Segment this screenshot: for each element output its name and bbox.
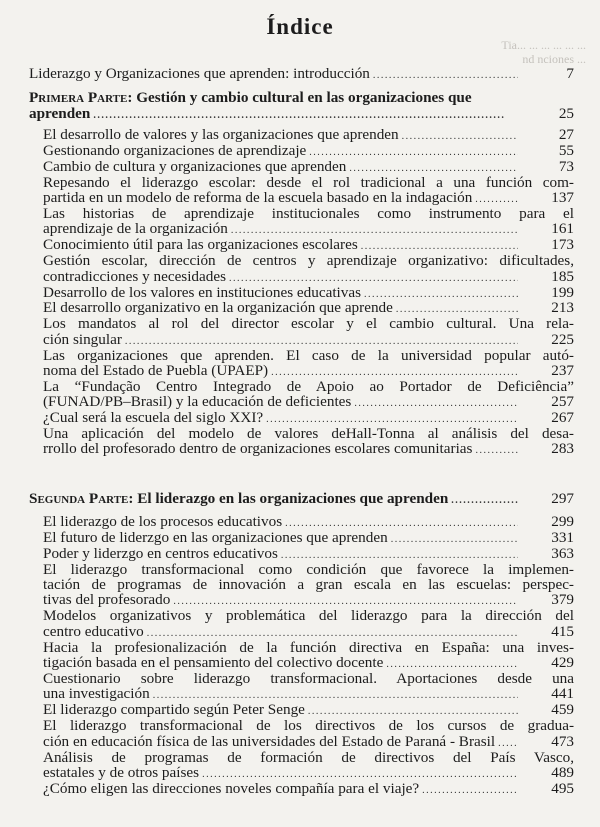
entry-title-line: tigación basada en el pensamiento del colectivo docente bbox=[43, 654, 384, 672]
entry-title-line: una investigación bbox=[43, 685, 150, 703]
dot-leader bbox=[373, 66, 518, 83]
entry-title-line: El liderazgo de los procesos educativos bbox=[43, 513, 283, 530]
entry-title-line: Las organizaciones que aprenden. El caso de la universidad popular autó- bbox=[43, 346, 574, 364]
toc-entry[interactable] bbox=[43, 608, 574, 639]
toc-entry[interactable] bbox=[43, 253, 574, 284]
toc-entry[interactable] bbox=[43, 175, 574, 206]
page-number: 297 bbox=[551, 490, 574, 507]
entry-title-line: contradicciones y necesidades bbox=[43, 267, 227, 285]
page-number: 257 bbox=[551, 393, 574, 411]
entry-title-line: ¿Cómo eligen las direcciones noveles compañía para el viaje? bbox=[43, 779, 420, 797]
entry-title-line: El liderazgo transformacional como condición que favorece la implemen- bbox=[43, 560, 574, 578]
page-number: 237 bbox=[551, 361, 574, 379]
entry-title-line: ción en educación física de las universidades del Estado de Paraná - Brasil bbox=[43, 732, 496, 750]
page-number: 267 bbox=[551, 409, 574, 427]
page-number: 415 bbox=[551, 622, 574, 640]
entry-title-line: El futuro de liderzgo en las organizaciones que aprenden bbox=[43, 528, 388, 546]
page-number: 473 bbox=[551, 732, 574, 750]
entry-title-line: Análisis de programas de formación de directivos del País Vasco, bbox=[43, 748, 574, 766]
toc-entry[interactable] bbox=[43, 379, 574, 410]
page-number: 173 bbox=[551, 236, 574, 254]
page-number: 161 bbox=[551, 220, 574, 238]
dot-leader bbox=[354, 394, 518, 411]
toc-entry[interactable] bbox=[43, 562, 574, 608]
entry-title: Liderazgo y Organizaciones que aprenden: introducción bbox=[29, 65, 370, 82]
entry-title-line: rrollo del profesorado dentro de organizaciones escolares comunitarias bbox=[43, 440, 473, 458]
toc-entry[interactable] bbox=[43, 426, 574, 457]
entry-title-line: El desarrollo organizativo en la organización que aprende bbox=[43, 299, 393, 317]
entry-title-line: ¿Cual será la escuela del siglo XXI? bbox=[43, 409, 264, 427]
dot-leader bbox=[93, 106, 518, 123]
entry-title-line: Poder y liderzgo en centros educativos bbox=[43, 544, 278, 562]
entry-title-line: El desarrollo de valores y las organizaciones que aprenden bbox=[43, 126, 399, 143]
page-number: 55 bbox=[558, 141, 574, 159]
page-number: 429 bbox=[551, 654, 574, 672]
page-number: 185 bbox=[551, 267, 574, 285]
entry-title-line: Conocimiento útil para las organizaciones escolares bbox=[43, 236, 358, 254]
page-number: 283 bbox=[551, 440, 574, 458]
toc-entry[interactable] bbox=[43, 514, 574, 529]
entry-title-line: Cuestionario sobre liderazgo transformacional. Aportaciones desde una bbox=[43, 670, 574, 687]
page-number: 299 bbox=[551, 513, 574, 530]
toc-entry[interactable] bbox=[43, 410, 574, 425]
part-heading-2[interactable] bbox=[29, 491, 574, 507]
entry-title-line: centro educativo bbox=[43, 622, 144, 640]
toc-entry[interactable] bbox=[43, 127, 574, 142]
entry-title-line: Gestionando organizaciones de aprendizaje bbox=[43, 141, 307, 159]
page-number: 459 bbox=[551, 701, 574, 719]
entry-title-line: El liderazgo transformacional de los directivos de los cursos de gradua- bbox=[43, 717, 574, 735]
page-number: 489 bbox=[551, 763, 574, 781]
entry-title-line: Modelos organizativos y problemática del liderazgo para la dirección del bbox=[43, 607, 574, 625]
entry-title-line: tivas del profesorado bbox=[43, 591, 171, 609]
toc-entry[interactable] bbox=[43, 750, 574, 781]
toc-entry[interactable] bbox=[43, 300, 574, 315]
entry-title-line: La “Fundação Centro Integrado de Apoio ao Portador de Deficiência” bbox=[43, 377, 574, 395]
entry-title-line: Repesando el liderazgo escolar: desde el rol tradicional a una función com- bbox=[43, 173, 574, 191]
entry-title-line: Desarrollo de los valores en instituciones educativas bbox=[43, 283, 362, 301]
entry-title-line: tación de programas de innovación a gran escala en las escuelas: perspec- bbox=[43, 576, 574, 594]
page-number: 495 bbox=[551, 779, 574, 797]
page-number: 25 bbox=[558, 105, 574, 122]
entry-title-line: Las historias de aprendizaje institucionales como instrumento para el bbox=[43, 205, 574, 222]
toc-entry[interactable] bbox=[43, 702, 574, 717]
page-number: 441 bbox=[551, 685, 574, 703]
page-number: 27 bbox=[558, 126, 574, 143]
part-label: Primera Parte: bbox=[29, 89, 133, 106]
entry-title-line: Cambio de cultura y organizaciones que aprenden bbox=[43, 157, 347, 175]
toc-entry[interactable] bbox=[43, 530, 574, 545]
page-number: 331 bbox=[551, 528, 574, 546]
bleed-through-text: Tia... ... ... ... ... ... bbox=[501, 38, 586, 52]
entry-title-line: Una aplicación del modelo de valores deHall-Tonna al análisis del desa- bbox=[43, 425, 574, 443]
entry-title-line: (FUNAD/PB–Brasil) y la educación de deficientes bbox=[43, 393, 352, 411]
toc-entry[interactable] bbox=[43, 285, 574, 300]
entry-title-line: aprendizaje de la organización bbox=[43, 220, 228, 238]
part-label: Segunda Parte: bbox=[29, 490, 134, 507]
toc-entry[interactable] bbox=[43, 718, 574, 749]
bleed-through-text: nd nciones ... bbox=[522, 52, 586, 66]
toc-entry[interactable] bbox=[43, 316, 574, 347]
dot-leader bbox=[391, 530, 518, 547]
page-title: Índice bbox=[266, 14, 334, 39]
toc-entry[interactable] bbox=[43, 348, 574, 379]
entry-title-line: estatales y de otros países bbox=[43, 763, 200, 781]
page-number: 199 bbox=[551, 283, 574, 301]
part-title: El liderazgo en las organizaciones que aprenden bbox=[137, 490, 449, 507]
part-title: Gestión y cambio cultural en las organizaciones que bbox=[136, 89, 472, 106]
toc-entry[interactable] bbox=[43, 546, 574, 561]
entry-title-line: El liderazgo compartido según Peter Senge bbox=[43, 701, 305, 719]
entry-title-line: Los mandatos al rol del director escolar y el cambio cultural. Una rela- bbox=[43, 315, 574, 333]
dot-leader bbox=[451, 491, 518, 508]
toc-entry[interactable] bbox=[43, 237, 574, 252]
toc-entry-intro[interactable] bbox=[29, 66, 574, 82]
dot-leader bbox=[402, 127, 518, 144]
page-number: 7 bbox=[566, 65, 574, 82]
page-number: 137 bbox=[551, 189, 574, 207]
toc-entry[interactable] bbox=[43, 781, 574, 796]
entry-title-line: noma del Estado de Puebla (UPAEP) bbox=[43, 361, 269, 379]
page-number: 363 bbox=[551, 544, 574, 562]
part-heading-1[interactable] bbox=[29, 90, 574, 122]
page-number: 225 bbox=[551, 330, 574, 348]
page-number: 73 bbox=[558, 157, 574, 175]
page-number: 213 bbox=[551, 299, 574, 317]
part-title-continued: aprenden bbox=[29, 105, 91, 122]
toc-entry[interactable] bbox=[43, 143, 574, 158]
toc-entry[interactable] bbox=[43, 206, 574, 237]
toc-entry[interactable] bbox=[43, 159, 574, 174]
entry-title-line: partida en un modelo de reforma de la escuela basado en la indagación bbox=[43, 189, 473, 207]
toc-entry[interactable] bbox=[43, 671, 574, 702]
page-number: 379 bbox=[551, 591, 574, 609]
entry-title-line: Gestión escolar, dirección de centros y aprendizaje organizativo: dificultades, bbox=[43, 252, 574, 270]
toc-entry[interactable] bbox=[43, 640, 574, 671]
dot-leader bbox=[422, 781, 518, 798]
entry-title-line: Hacia la profesionalización de la función directiva en España: una inves- bbox=[43, 638, 574, 656]
entry-title-line: ción singular bbox=[43, 330, 122, 348]
dot-leader bbox=[475, 441, 518, 458]
